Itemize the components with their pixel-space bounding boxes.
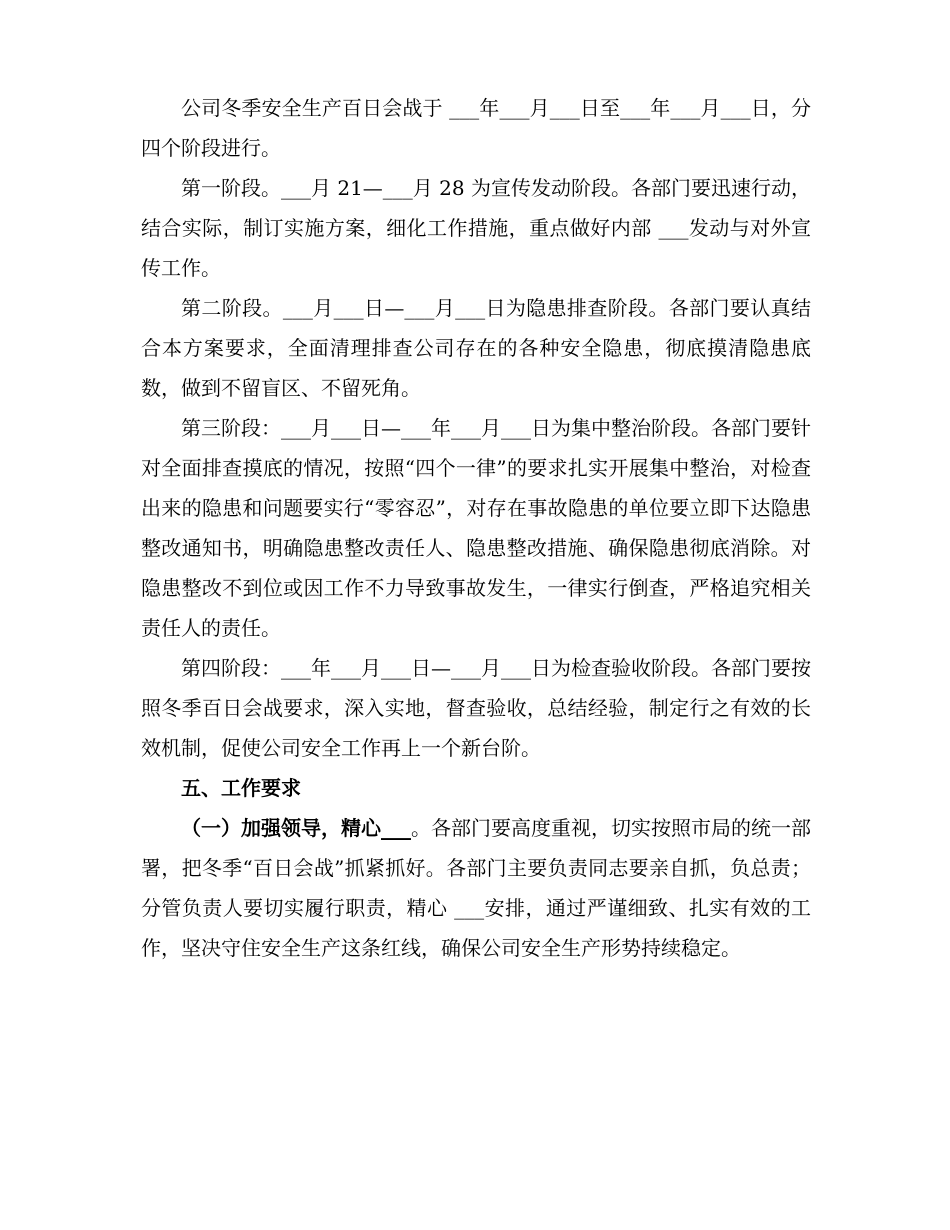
paragraph-schedule: 公司冬季安全生产百日会战于 ___年___月___日至___年___月___日，分四个阶段进行。 [141,96,811,160]
paragraph-requirement-one [141,808,811,968]
paragraph-phase-one: 第一阶段。___月 21—___月 28 为宣传发动阶段。各部门要迅速行动，结合实际，制订实施方案，细化工作措施，重点做好内部 ___发动与对外宣传工作。 [141,176,811,280]
requirement-one-body: 。各部门要高度重视，切实按照市局的统一部署，把冬季“百日会战”抓紧抓好。各部门主要负责同志要亲自抓，负总责；分管负责人要切实履行职责，精心 ___安排，通过严谨细致、扎实有效的工作，坚决守住安全生产这条红线，确保公司安全生产形势持续稳定。 [141,816,811,960]
document-page [141,88,811,968]
section-heading: 五、工作要求 [181,776,301,800]
paragraph-phase-two: 第二阶段。___月___日—___月___日为隐患排查阶段。各部门要认真结合本方案要求，全面清理排查公司存在的各种安全隐患，彻底摸清隐患底数，做到不留盲区、不留死角。 [141,296,811,400]
paragraph-phase-three: 第三阶段：___月___日—___年___月___日为集中整治阶段。各部门要针对全面排查摸底的情况，按照“四个一律”的要求扎实开展集中整治，对检查出来的隐患和问题要实行“零容忍”，对存在事故隐患的单位要立即下达隐患整改通知书，明确隐患整改责任人、隐患整改措施、确保隐患彻底消除。对隐患整改不到位或因工作不力导致事故发生，一律实行倒查，严格追究相关责任人的责任。 [141,416,811,640]
requirement-one-lead: （一）加强领导，精心___ [181,816,411,840]
paragraph-phase-four: 第四阶段：___年___月___日—___月___日为检查验收阶段。各部门要按照冬季百日会战要求，深入实地，督查验收，总结经验，制定行之有效的长效机制，促使公司安全工作再上一个新台阶。 [141,656,811,760]
